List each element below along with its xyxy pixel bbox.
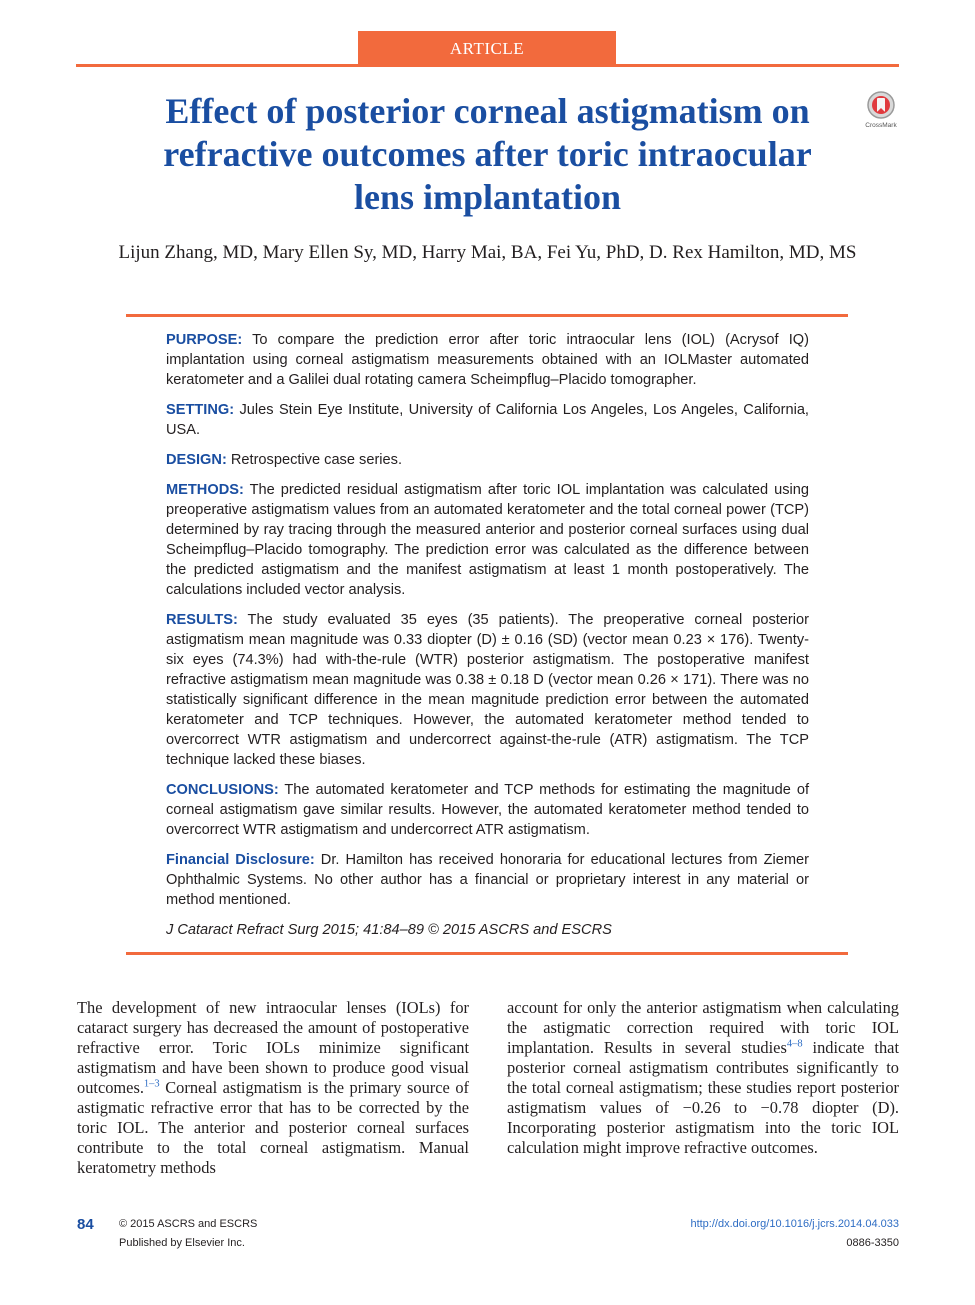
abstract-bottom-rule (126, 952, 848, 955)
disclosure-label: Financial Disclosure: (166, 852, 315, 868)
purpose-text: To compare the prediction error after toric intraocular lens (IOL) (Acrysof IQ) implantation using corneal astigmatism measurements obtained with an IOLMaster automated keratometer and a Galilei dual rotating camera Scheimpflug–Placido tomographer. (166, 332, 809, 388)
setting-label: SETTING: (166, 402, 235, 418)
conclusions-label: CONCLUSIONS: (166, 782, 279, 798)
abstract-disclosure (166, 850, 809, 910)
abstract-purpose (166, 330, 809, 390)
abstract-methods (166, 480, 809, 600)
footer-copyright: © 2015 ASCRS and ESCRS (119, 1218, 258, 1230)
reference-link-4-8[interactable]: 4–8 (786, 1038, 803, 1050)
col2-text-b: indicate that posterior corneal astigmatism contributes significantly to the total corneal astigmatism; these studies report posterior astigmatism values of −0.26 to −0.78 diopter (D). Incorporating posterior astigmatism into the toric IOL calculation might improve refractive outcomes. (507, 1038, 899, 1157)
abstract-results (166, 610, 809, 770)
article-title: Effect of posterior corneal astigmatism on refractive outcomes after toric intraocular lens implantation (163, 91, 812, 217)
abstract-design (166, 450, 809, 470)
setting-text: Jules Stein Eye Institute, University of California Los Angeles, Los Angeles, California, USA. (166, 402, 809, 438)
abstract (166, 330, 809, 950)
methods-label: METHODS: (166, 482, 244, 498)
body-column-left (77, 998, 469, 1178)
design-label: DESIGN: (166, 452, 227, 468)
col2-text-a: account for only the anterior astigmatism when calculating the astigmatic correction required with toric IOL implantation. Results in several studies (507, 998, 899, 1057)
journal-citation: J Cataract Refract Surg 2015; 41:84–89 © 2015 ASCRS and ESCRS (166, 922, 612, 938)
design-text: Retrospective case series. (226, 452, 403, 468)
methods-text: The predicted residual astigmatism after toric IOL implantation was calculated using preoperative astigmatism values from an automated keratometer and the total corneal power (TCP) determined by ray tracing through the measured anterior and posterior corneal surfaces using dual Scheimpflug–Placido tomography. The prediction error was calculated as the difference between the predicted astigmatism and the manifest astigmatism at least 1 month postoperatively. The calculations included vector analysis. (166, 482, 809, 598)
results-label: RESULTS: (166, 612, 238, 628)
reference-link-1-3[interactable]: 1–3 (143, 1078, 160, 1090)
issn: 0886-3350 (846, 1237, 899, 1249)
crossmark-label: CrossMark (865, 122, 897, 129)
crossmark-icon[interactable] (862, 90, 900, 130)
section-tag: ARTICLE (358, 31, 616, 65)
abstract-setting (166, 400, 809, 440)
col1-text-b: Corneal astigmatism is the primary source of astigmatic refractive error that has to be corrected by the toric IOL. The anterior and posterior corneal surfaces contribute to the total corneal astigmatism. Manual keratometry methods (77, 1078, 469, 1177)
results-text: The study evaluated 35 eyes (35 patients). The preoperative corneal posterior astigmatism mean magnitude was 0.33 diopter (D) ± 0.16 (SD) (vector mean 0.23 × 176). Twenty-six eyes (74.3%) had with-the-rule (WTR) posterior astigmatism. The postoperative manifest refractive astigmatism mean magnitude was 0.38 ± 0.18 D (vector mean 0.26 × 171). There was no statistically significant difference in the mean magnitude prediction error between the automated keratometer and TCP techniques. However, the automated keratometer method tended to overcorrect WTR astigmatism and undercorrect against-the-rule (ATR) astigmatism. The TCP technique lacked these biases. (166, 612, 809, 768)
purpose-label: PURPOSE: (166, 332, 243, 348)
authors: Lijun Zhang, MD, Mary Ellen Sy, MD, Harry Mai, BA, Fei Yu, PhD, D. Rex Hamilton, MD, MS (118, 242, 857, 263)
page-number: 84 (77, 1216, 94, 1233)
footer-publisher: Published by Elsevier Inc. (119, 1237, 245, 1249)
abstract-top-rule (126, 314, 848, 317)
doi-link[interactable]: http://dx.doi.org/10.1016/j.jcrs.2014.04.033 (690, 1218, 899, 1230)
col1-text-a: The development of new intraocular lenses (IOLs) for cataract surgery has decreased the amount of postoperative refractive error. Toric IOLs minimize significant astigmatism and have been shown to produce good visual outcomes. (77, 998, 469, 1097)
conclusions-text: The automated keratometer and TCP methods for estimating the magnitude of corneal astigmatism gave similar results. However, the automated keratometer method tended to overcorrect WTR astigmatism and undercorrect ATR astigmatism. (166, 782, 809, 838)
disclosure-text: Dr. Hamilton has received honoraria for educational lectures from Ziemer Ophthalmic Systems. No other author has a financial or proprietary interest in any material or method mentioned. (166, 852, 809, 908)
abstract-conclusions (166, 780, 809, 840)
body-column-right (507, 998, 899, 1158)
header-rule (76, 64, 899, 67)
